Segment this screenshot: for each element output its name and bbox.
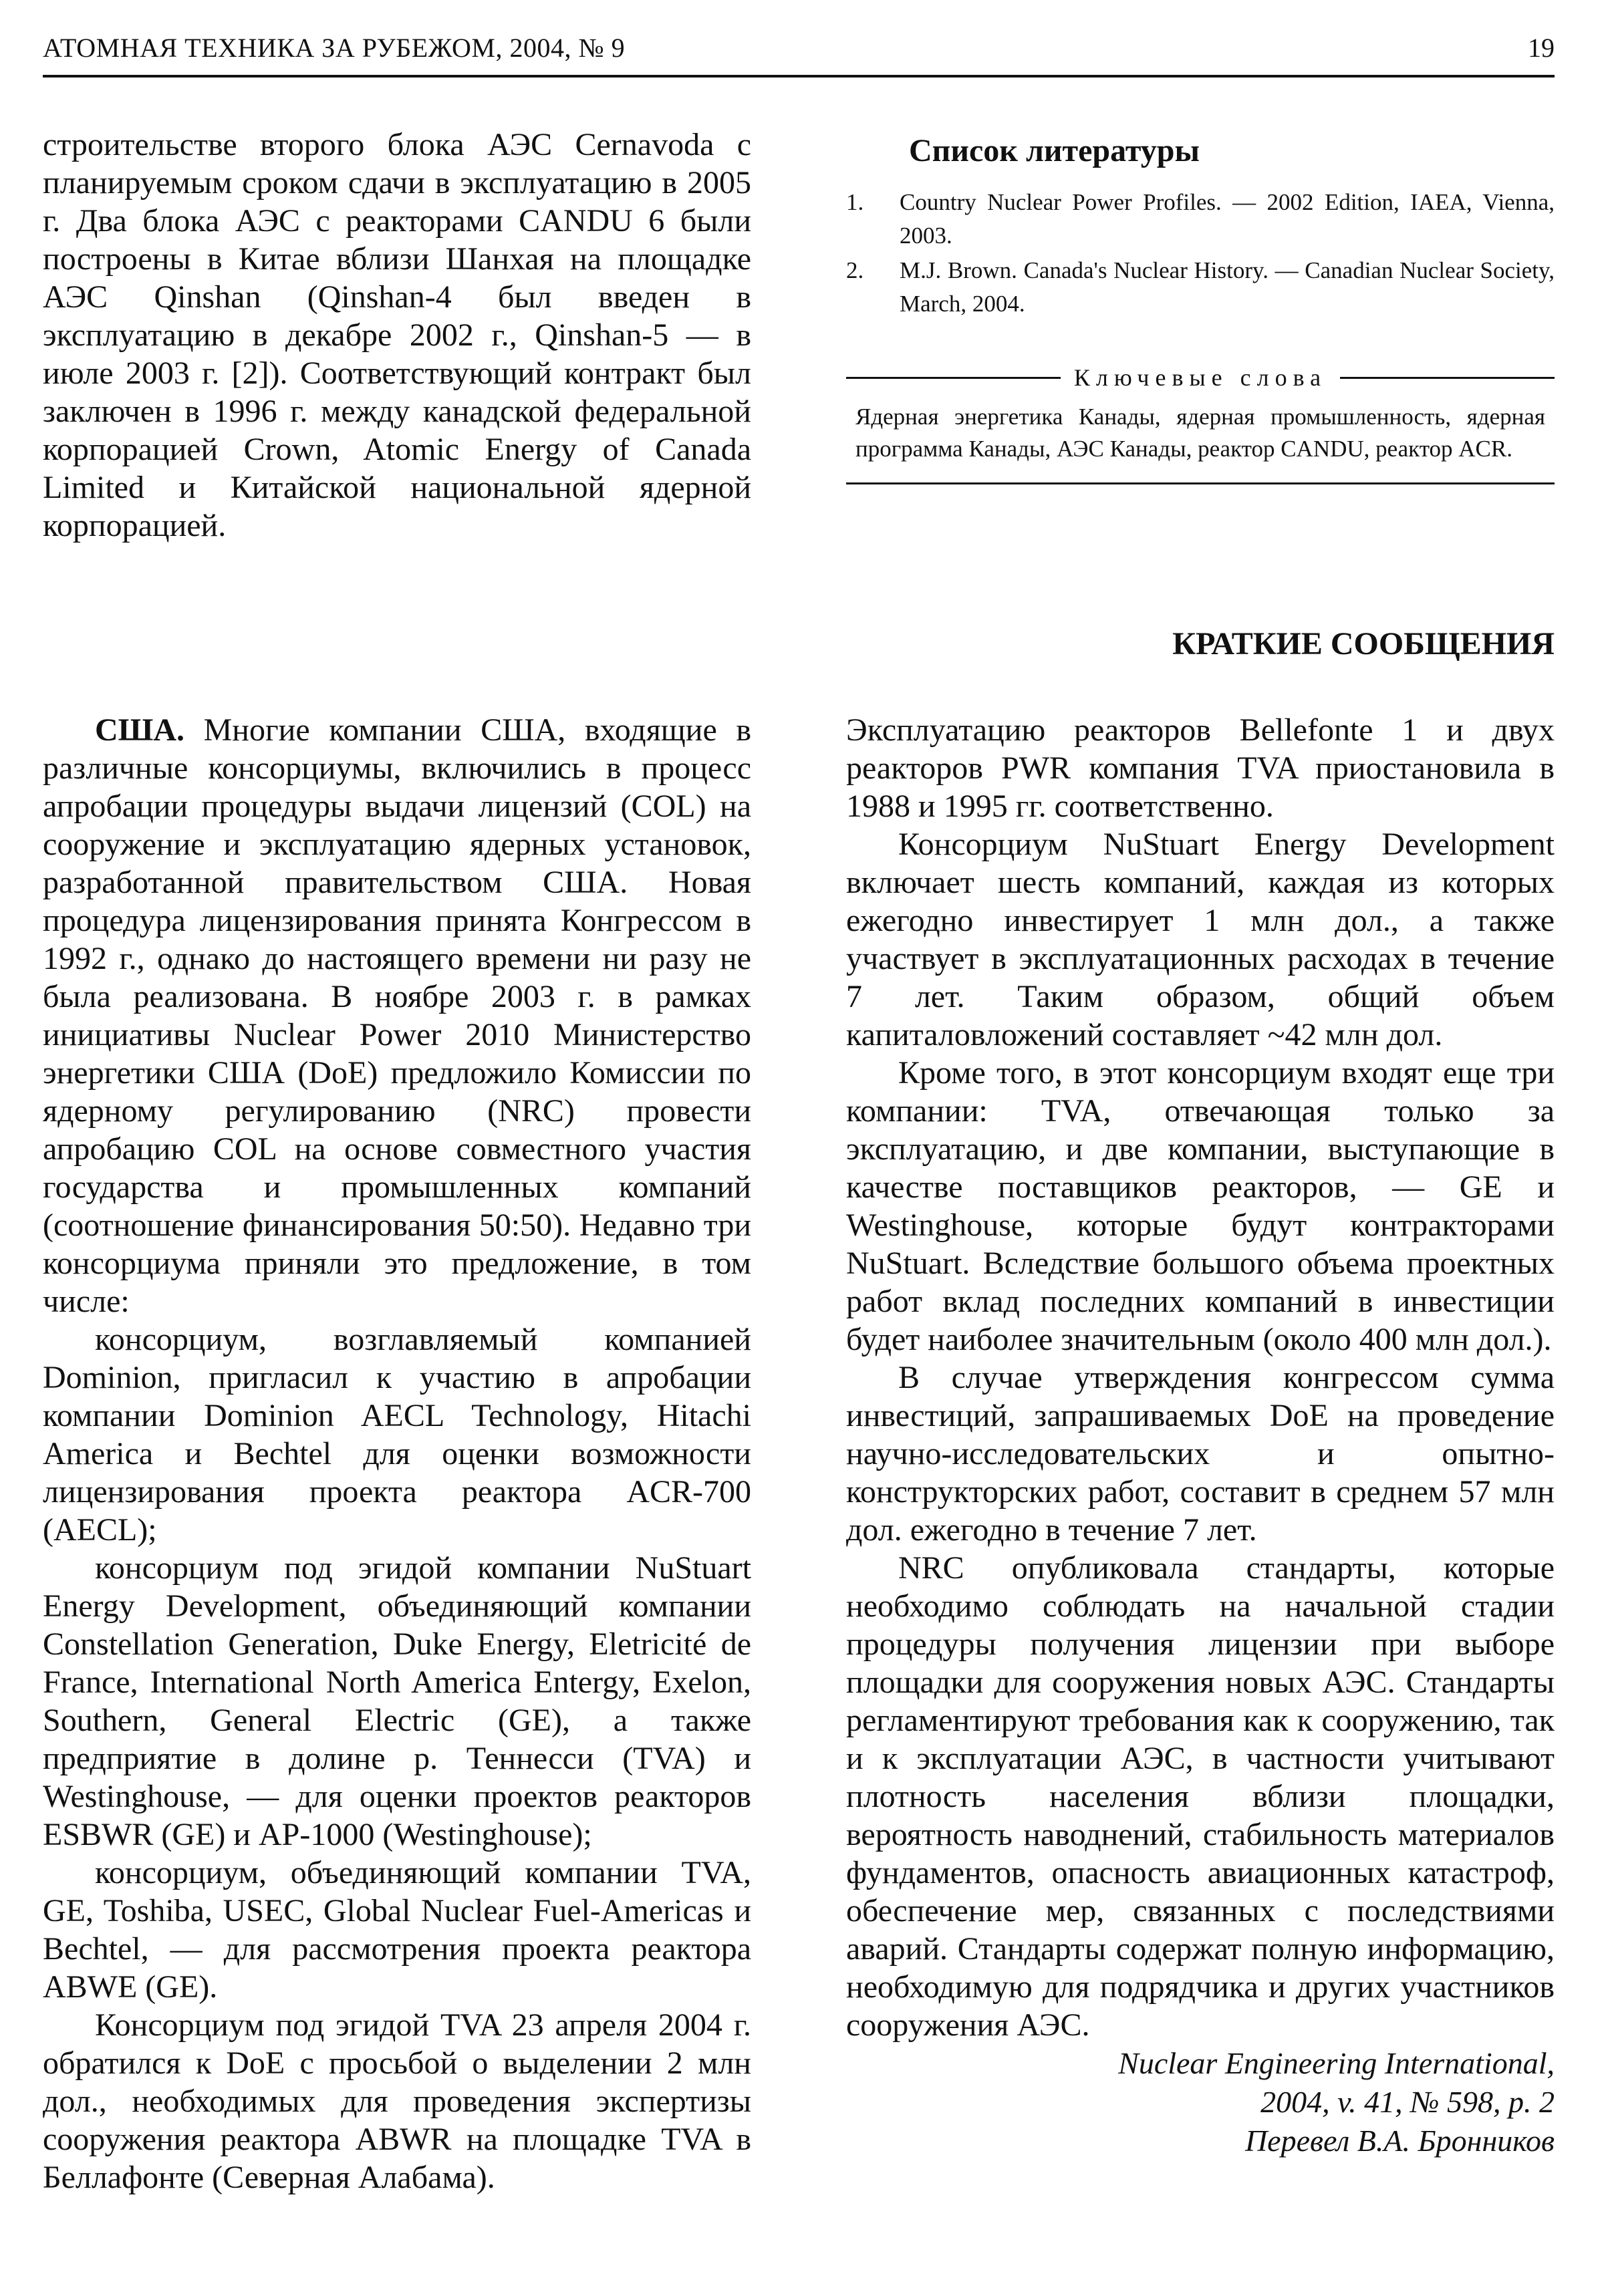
references-title: Список литературы bbox=[909, 133, 1200, 168]
references-block bbox=[846, 131, 1555, 484]
references-list bbox=[846, 186, 1555, 321]
article-paragraph: Эксплуатацию реакторов Bellefonte 1 и двух реакторов PWR компания TVA приостановила в 1988 и 1995 гг. соответственно. bbox=[846, 712, 1555, 824]
source-citation: Nuclear Engineering International, bbox=[1118, 2046, 1555, 2080]
section-title: КРАТКИЕ СООБЩЕНИЯ bbox=[1172, 626, 1555, 662]
keywords-heading bbox=[846, 364, 1555, 392]
reference-item: 2. M.J. Brown. Canada's Nuclear History. — Canadian Nuclear Society, March, 2004. bbox=[846, 257, 1555, 317]
page-number: 19 bbox=[1528, 33, 1555, 63]
article-lead-country: США. bbox=[95, 712, 185, 748]
article-paragraph: консорциум под эгидой компании NuStuart Energy Development, объединяющий компании Constellation Generation, Duke Energy, Eletricité de France, International North America Entergy, Exelon, Southern, General Electric (GE), а также предприятие в долине р. Теннесси (TVA) и Westinghouse, — для оценки проектов реакторов ESBWR (GE) и AP-1000 (Westinghouse); bbox=[43, 1550, 751, 1852]
article-paragraph: В случае утверждения конгрессом сумма инвестиций, запрашиваемых DoE на проведение научно-исследовательских и опытно-конструкторских работ, составит в среднем 57 млн дол. ежегодно в течение 7 лет. bbox=[846, 1360, 1555, 1548]
continuation-paragraph: строительстве второго блока АЭС Cernavoda с планируемым сроком сдачи в эксплуатацию в 2005 г. Два блока АЭС с реакторами CANDU 6 были построены в Китае вблизи Шанхая на площадке АЭС Qinshan (Qinshan-4 был введен в эксплуатацию в декабре 2002 г., Qinshan-5 — в июле 2003 г. [2]). Соответствующий контракт был заключен в 1996 г. между канадской федеральной корпорацией Crown, Atomic Energy of Canada Limited и Китайской национальной ядерной корпорацией. bbox=[43, 127, 751, 543]
article-paragraph: консорциум, возглавляемый компанией Dominion, пригласил к участию в апробации компании Dominion AECL Technology, Hitachi America и Bechtel для оценки возможности лицензирования проекта реактора ACR-700 (AECL); bbox=[43, 1322, 751, 1548]
translator-credit: Перевел В.А. Бронников bbox=[1244, 2124, 1555, 2158]
divider bbox=[846, 482, 1555, 484]
source-citation: 2004, v. 41, № 598, p. 2 bbox=[1260, 2085, 1555, 2119]
article-left-column bbox=[43, 711, 751, 2196]
left-top-block bbox=[43, 126, 751, 545]
keywords-title: Ключевые слова bbox=[1073, 364, 1327, 391]
divider bbox=[846, 377, 1061, 379]
article-lead-paragraph: США. Многие компании США, входящие в различные консорциумы, включились в процесс апробации процедуры выдачи лицензий (COL) на сооружение и эксплуатацию ядерных установок, разработанной правительством США. Новая процедура лицензирования принята Конгрессом в 1992 г., однако до настоящего времени ни разу не была реализована. В ноябре 2003 г. в рамках инициативы Nuclear Power 2010 Министерство энергетики США (DoE) предложило Комиссии по ядерному регулированию (NRC) провести апробацию COL на основе совместного участия государства и промышленных компаний (соотношение финансирования 50:50). Недавно три консорциума приняли это предложение, в том числе: bbox=[43, 712, 751, 1319]
keywords-text: Ядерная энергетика Канады, ядерная промышленность, ядерная программа Канады, АЭС Канады, реактор CANDU, реактор ACR. bbox=[855, 404, 1545, 462]
article-paragraph: NRC опубликовала стандарты, которые необходимо соблюдать на начальной стадии процедуры получения лицензии при выборе площадки для сооружения новых АЭС. Стандарты регламентируют требования как к сооружению, так и к эксплуатации АЭС, в частности учитывают плотность населения вблизи площадки, вероятность наводнений, стабильность материалов фундаментов, опасность авиационных катастроф, обеспечение мер, связанных с последствиями аварий. Стандарты содержат полную информацию, необходимую для подрядчика и других участников сооружения АЭС. bbox=[846, 1550, 1555, 2043]
divider bbox=[1340, 377, 1555, 379]
article-paragraph: Кроме того, в этот консорциум входят еще три компании: TVA, отвечающая только за эксплуатацию, и две компании, выступающие в качестве поставщиков реакторов, — GE и Westinghouse, которые будут контракторами NuStuart. Вследствие большого объема проектных работ вклад последних компаний в инвестиции будет наиболее значительным (около 400 млн дол.). bbox=[846, 1055, 1555, 1357]
article-right-column bbox=[846, 711, 1555, 2160]
article-paragraph: консорциум, объединяющий компании TVA, GE, Toshiba, USEC, Global Nuclear Fuel-Americas и Bechtel, — для рассмотрения проекта реактора ABWE (GE). bbox=[43, 1855, 751, 2005]
journal-title: АТОМНАЯ ТЕХНИКА ЗА РУБЕЖОМ, 2004, № 9 bbox=[43, 33, 626, 63]
article-paragraph: Консорциум под эгидой TVA 23 апреля 2004 г. обратился к DoE с просьбой о выделении 2 млн дол., необходимых для проведения экспертизы сооружения реактора ABWR на площадке TVA в Беллафонте (Северная Алабама). bbox=[43, 2007, 751, 2195]
reference-item: 1. Country Nuclear Power Profiles. — 2002 Edition, IAEA, Vienna, 2003. bbox=[846, 189, 1555, 249]
page-header bbox=[43, 29, 1555, 78]
article-paragraph: Консорциум NuStuart Energy Development включает шесть компаний, каждая из которых ежегодно инвестирует 1 млн дол., а также участвует в эксплуатационных расходах в течение 7 лет. Таким образом, общий объем капиталовложений составляет ~42 млн дол. bbox=[846, 827, 1555, 1052]
